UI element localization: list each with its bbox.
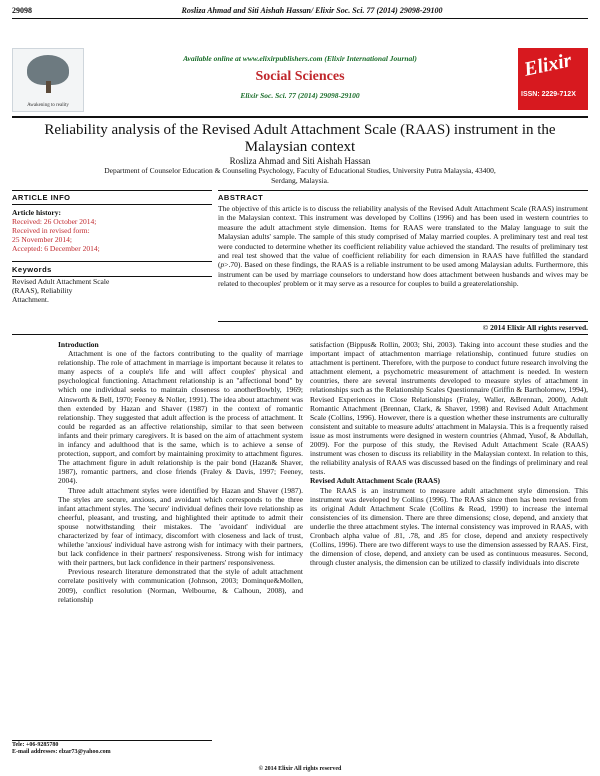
masthead-rule <box>12 116 588 118</box>
keyword-line: (RAAS), Reliability <box>12 286 73 295</box>
history-received: Received: 26 October 2014; <box>12 217 97 226</box>
footer-copyright: © 2014 Elixir All rights reserved <box>258 766 342 772</box>
info-rule-top <box>12 190 212 191</box>
abstract-copyright: © 2014 Elixir All rights reserved. <box>482 323 588 332</box>
abstract-heading: ABSTRACT <box>218 193 264 202</box>
keywords-heading: Keywords <box>12 265 52 274</box>
issue-citation: Elixir Soc. Sci. 77 (2014) 29098-29100 <box>240 91 360 100</box>
abstract <box>218 193 588 289</box>
footer-rule <box>12 740 212 741</box>
history-revised-date: 25 November 2014; <box>12 235 72 244</box>
paragraph: The RAAS is an instrument to measure adult attachment style dimension. This instrument was developed by Collins (1996). The RAAS since then has been revised from its original Adult Attachment Scale (Collins & Read, 1990) to increase the internal consistencies of its dimension. There are three dimensions; close, depend, and anxiety that underlie the three attachment styles. The internal consistency was improved in RAAS, with Cronbach alpha value of .81, .78, and .85 for close, depend and anxiety respectively (Collins, 1996). There are two different ways to use the dimension assessed by RAAS. First, the dimension of close, depend, and anxiety can be used as continuous measures. Second, through cluster analysis, the dimension can be utilized to classify individuals into discrete <box>310 485 588 568</box>
body-rule <box>12 334 588 335</box>
raas-heading: Revised Adult Attachment Scale (RAAS) <box>310 476 440 486</box>
introduction-heading: Introduction <box>58 340 99 349</box>
body-right-column <box>310 340 588 567</box>
footer-email[interactable]: E-mail addresses: elzar73@yahoo.com <box>12 749 111 755</box>
elixir-logo <box>518 48 588 110</box>
elixir-logo-issn: ISSN: 2229-712X <box>521 91 576 98</box>
available-online[interactable]: Available online at www.elixirpublishers.com (Elixir International Journal) <box>183 54 417 63</box>
body-left-column <box>58 340 303 604</box>
article-authors: Rosliza Ahmad and Siti Aishah Hassan <box>229 156 371 166</box>
article-affiliation <box>40 166 560 186</box>
running-citation: Rosliza Ahmad and Siti Aishah Hassan/ Elixir Soc. Sci. 77 (2014) 29098-29100 <box>181 6 443 15</box>
keyword-line: Revised Adult Attachment Scale <box>12 277 110 286</box>
header-rule <box>12 18 588 19</box>
history-revised: Received in revised form: <box>12 226 90 235</box>
page-number: 29098 <box>12 6 32 15</box>
article-info <box>12 193 212 304</box>
journal-name: Social Sciences <box>255 69 345 84</box>
footer-tele: Tele: +06-9285780 <box>12 742 59 748</box>
paragraph: Three adult attachment styles were identified by Hazan and Shaver (1987). The styles are secure, anxious, and avoidant which corresponds to the three infant attachment styles. The 'secure' individual defines their love relationship as cheerful, pleasant, and trusting, and highlighted their aptitude to admit their spouse notwithstanding their mistakes. The 'avoidant' individual are characterized by fear of intimacy, discomfort with closeness and lack of trust, whilethe 'anxious' individual have astrong wish for intimacy with their partners, but lack confidence in their partners' responsiveness. Strong wish for intimacy with their partners, but lack confidence in their partners' responsiveness. <box>58 485 303 568</box>
footer-contact <box>12 742 212 756</box>
paragraph: Attachment is one of the factors contributing to the quality of marriage relationship. The role of attachment in marriage is important because it relates to many aspects of a couple's life and will affect couples' physical and psychological functioning. Attachment relationship is an "affectional bond" by which one individual seeks to maintain closeness to anotherBowbly, 1969; Ainsworth & Bell, 1970; Feeney & Noller, 1991). The idea about attachment was then extended by Hazan and Shaver (1987) in the context of romantic relationship. They suggested that adult affection is the process of attachment. It could be regarded as an affective relationship, similar to that seen between infants and their primary caregivers. It is based on the aim of attachment system in infancy and adulthood that is the same, which is to achieve a sense of protection, support, and comfort by maintaining proximity to attachment figures. The attachment figure in adult relationship is the pair bond (Hazan& Shaver, 1987), romantic partners, and close friends (Fraley & Davis, 1997; Feeney, 2004). <box>58 349 303 486</box>
running-header <box>12 6 588 18</box>
history-accepted: Accepted: 6 December 2014; <box>12 244 100 253</box>
abstract-text: The objective of this article is to discuss the reliability analysis of the Revised Adult Attachment Scale (RAAS) instrument in the Malaysian context. This instrument was developed by Collins (1996) and has been used in western countries to measure the adult attachment style dimension. Items for RAAS were translated to the Malay language to suit the Malaysian adults' sample. The sample of this study comprised of Malay married couples. A preliminary test and real test were conducted to determine whether its coefficient reliability value achieved the standard. The results of preliminary test and real test showed that the value of coefficient reliability for each dimension in RAAS have fulfilled the standard (p>.70). Based on these findings, the RAAS is a reliable instrument to be used among Malaysian adults. Furthermore, this instrument can be used by marriage counselors to understand how does attachment between husbands and wives may be related to thecouples' problem or it may serve as a resource for couples to build a greaterelationship. <box>218 204 588 289</box>
keyword-line: Attachment. <box>12 295 49 304</box>
masthead <box>12 48 588 114</box>
affiliation-line-1: Department of Counselor Education & Counseling Psychology, Faculty of Educational Studies, University Putra Malaysia, 43400, <box>104 166 496 175</box>
article-info-heading: ARTICLE INFO <box>12 193 71 202</box>
publisher-logo <box>12 48 84 112</box>
paragraph: Previous research literature demonstrated that the style of adult attachment correlate positively with communication (Johnson, 2003; Dominque&Mollen, 2009), conflict resolution (Norman, Welbourne, & Calhoun, 2008), and relationship <box>58 567 303 604</box>
history-heading: Article history: <box>12 208 61 217</box>
paragraph: satisfaction (Bippus& Rollin, 2003; Shi, 2003). Taking into account these studies and the important impact of attachmenton marriage relationship, continued future studies on attachment is pertinent. Therefore, with the purpose to conduct future research involving the attachment element, a psychometric measurement of attachment is needed. In western countries, there are several instruments developed to measure styles of attachment in relationships such as the Relationship Scales Questionnaire (Griffin & Bartholomew, 1994), Revised Experiences in Close Relationships (Fraley, Waller, &Brennan, 2000), Adult Romantic Attachment (Brennan, Clark, & Shaver, 1998) and Revised Adult Attachment Scale (Collins, 1996). However, there is a question whether these instruments are culturally consistent and suitable to measure adults' attachment in Malaysia. This is a frequently raised issue as most instruments were designed in western countries (Ahmad, Yusof, & Abdullah, 2009). For the purpose of this study, the Revised Adult Attachment Scale (RAAS) instrument was chosen to discuss its reliability in the Malaysian context. In relation to this, the reliability analysis of RAAS was discussed based on the findings of preliminary and real tests. <box>310 340 588 477</box>
masthead-center <box>90 48 510 100</box>
affiliation-line-2: Serdang, Malaysia. <box>271 176 329 185</box>
publisher-logo-caption: Awakening to reality <box>27 103 69 108</box>
article-title: Reliability analysis of the Revised Adult Attachment Scale (RAAS) instrument in the Malaysian context <box>44 122 556 155</box>
abstract-rule-bottom <box>218 321 588 322</box>
abstract-rule-top <box>218 190 588 191</box>
elixir-logo-word: Elixir <box>522 49 574 81</box>
